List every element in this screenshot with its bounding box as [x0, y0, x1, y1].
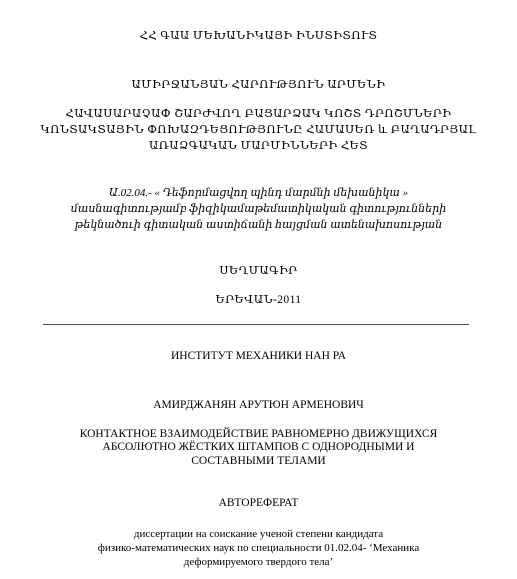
russian-author: АМИРДЖАНЯН АРУТЮН АРМЕНОВИЧ [153, 399, 364, 411]
russian-title-line-2: АБСОЛЮТНО ЖЁСТКИХ ШТАМПОВ С ОДНОРОДНЫМИ И [102, 441, 415, 453]
russian-institute: ИНСТИТУТ МЕХАНИКИ НАН РА [170, 350, 346, 362]
armenian-specialty-line-2: մասնագիտությամբ ֆիզիկամաթեմատիկական գիտությունների [70, 203, 447, 215]
armenian-doc-type: ՍԵՂՄԱԳԻՐ [219, 265, 298, 277]
armenian-title-line-2: ԿՈՆՏԱԿՏԱՅԻՆ ՓՈԽԱԶԴԵՑՈՒԹՅՈՒՆԸ ՀԱՄԱՍԵՌ և ԲԱՂԱԴՐՅԱԼ [40, 124, 477, 136]
russian-doc-type: АВТОРЕФЕРАТ [218, 497, 299, 509]
section-divider [43, 324, 469, 325]
armenian-author: ԱՄԻՐՋԱՆՅԱՆ ՀԱՐՈՒԹՅՈՒՆ ԱՐՄԵՆԻ [131, 79, 386, 91]
armenian-specialty-line-3: թեկնածուի գիտական աստիճանի հայցման ատենախոսության [74, 219, 443, 231]
russian-dissertation-line-3: деформируемого твердого тела’ [183, 556, 334, 568]
armenian-title-line-3: ԱՌԱՁԳԱԿԱՆ ՄԱՐՄԻՆՆԵՐԻ ՀԵՏ [149, 140, 368, 152]
armenian-city-year: ԵՐԵՎԱՆ-2011 [215, 294, 302, 306]
armenian-institute: ՀՀ ԳԱԱ ՄԵԽԱՆԻԿԱՅԻ ԻՆՍՏԻՏՈՒՏ [139, 30, 378, 42]
russian-dissertation-line-2: физико-математических наук по специальности 01.02.04- ‘Механика [97, 542, 420, 554]
russian-title-line-1: КОНТАКТНОЕ ВЗАИМОДЕЙСТВИЕ РАВНОМЕРНО ДВИЖУЩИХСЯ [79, 428, 438, 440]
russian-title-line-3: СОСТАВНЫМИ ТЕЛАМИ [191, 455, 326, 467]
armenian-title-line-1: ՀԱՎԱՍԱՐԱՉԱՓ ՇԱՐԺՎՈՂ ԲԱՑԱՐՁԱԿ ԿՈՇՏ ԴՐՈՇՄՆԵՐԻ [65, 108, 452, 120]
armenian-specialty-line-1: Ա.02.04.- « Դեֆորմացվող պինդ մարմնի մեխանիկա » [108, 187, 409, 199]
russian-dissertation-line-1: диссертации на соискание ученой степени кандидата [133, 528, 384, 540]
